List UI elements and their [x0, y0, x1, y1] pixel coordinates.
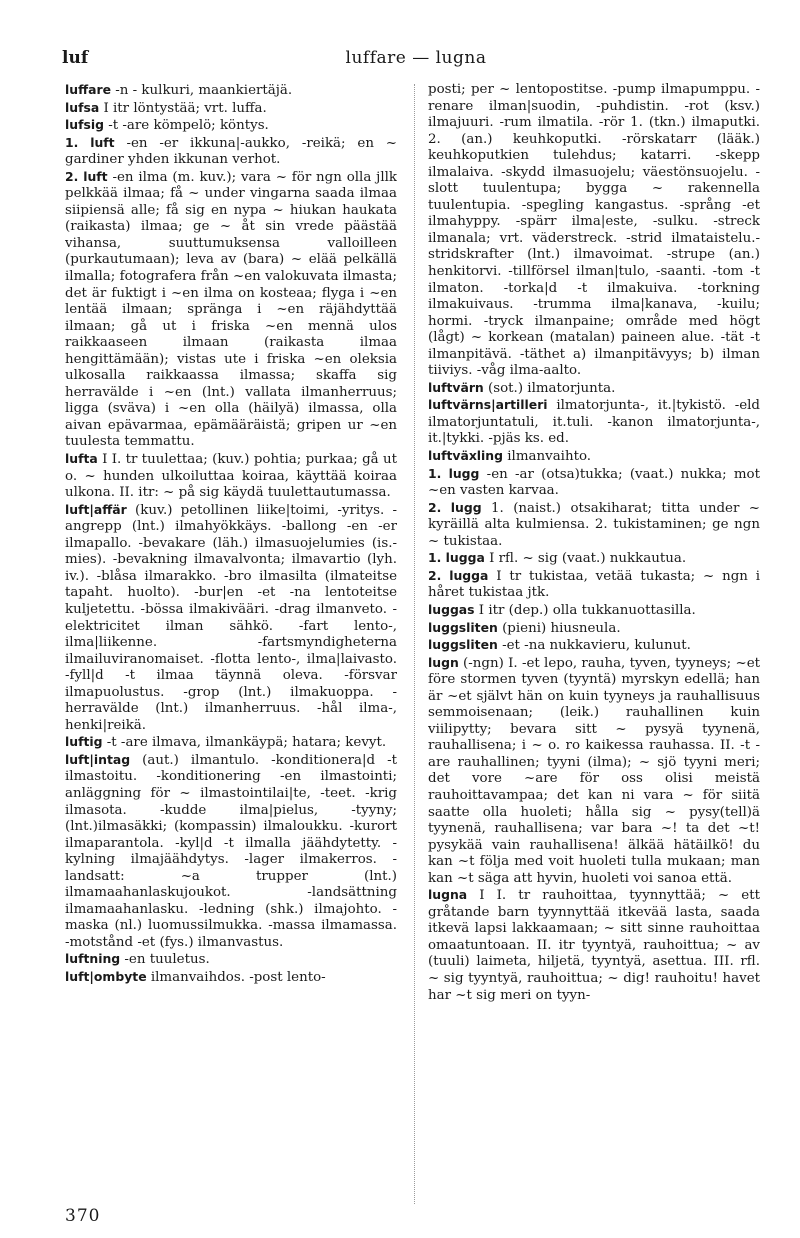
entry-headword: luftig [65, 734, 103, 750]
dictionary-entry [428, 380, 760, 398]
dictionary-entry [65, 752, 397, 952]
entry-definition: ilmanvaihdos. -post lento- [146, 969, 326, 985]
dictionary-entry [65, 169, 397, 451]
right-column [428, 82, 760, 1222]
entry-definition: (sot.) ilmatorjunta. [483, 380, 616, 396]
entry-headword: luft|ombyte [65, 968, 147, 984]
entry-definition: I rfl. ~ sig (vaat.) nukkautua. [484, 551, 687, 567]
entry-headword: luft|affär [65, 501, 127, 517]
entry-definition: I itr (dep.) olla tukkanuottasilla. [474, 602, 696, 618]
dictionary-entry [428, 637, 760, 655]
dictionary-entry [428, 448, 760, 466]
dictionary-entry [428, 466, 760, 500]
entry-definition: 1. (naist.) otsakiharat; titta under ~ kyräillä alta kulmiensa. 2. tukistaminen; ge ngn ~ tukistaa. [428, 500, 760, 549]
dictionary-entry [428, 397, 760, 448]
entry-definition: -n - kulkuri, maankiertäjä. [110, 83, 293, 98]
entry-definition: -en ilma (m. kuv.); vara ~ för ngn olla jllk pelkkää ilmaa; få ~ under vingarna saada ilmaa siipiensä alle; få sig en nypa ~ hiukan haukata (raikasta) ilmaa; ge ~ åt sin vrede päästää vihansa, suuttumuksensa valloilleen (purkautumaan); leva av (bara) ~ elää pelkällä ilmalla; fotografera från ~en valokuvata ilmasta; det är fuktigt i ~en ilma on kosteaa; flyga i ~en lentää ilmaan; spränga i ~en räjähdyttää ilmaan; gå ut i friska ~en mennä ulos raikkaaseen ilmaan (raikasta ilmaa hengittämään); vistas ute i friska ~en oleksia ulkosalla raikkaassa ilmassa; skaffa sig herravälde i ~en (lnt.) vallata ilmanherruus; ligga (sväva) i ~en olla (häilyä) ilmassa, olla aivan epävarmaa, epämääräistä; gripen ur ~en tuulesta temmattu. [65, 169, 397, 450]
entry-headword: luffare [65, 82, 111, 97]
entry-headword: luftväxling [428, 448, 503, 464]
entry-definition: ilmanvaihto. [503, 449, 592, 465]
entry-headword: 1. lugg [428, 465, 480, 481]
entry-definition: (-ngn) I. -et lepo, rauha, tyven, tyyneys; ~et före stormen tyven (tyyntä) myrskyn edellä; han är ~et självt hän on kuin tyyneys ja rauhallisuus semmoisenaan; (leik.) rauhallinen kuin viilipytty; bevara sitt ~ pysyä tyynenä, rauhallisena; i ~ o. ro kaikessa rauhassa. II. -t -are rauhallinen; tyyni (ilma); ~ sjö tyyni meri; det vore ~are för oss olisi meistä rauhoittavampaa; det kan ni vara ~ för siitä saatte olla huoleti; hålla sig ~ pysy(tell)ä tyynenä, rauhallisena; var bara ~! ta det ~t! pysykää vain rauhallisena! älkää hätäilkö! du kan ~t följa med voit huoleti tulla mukaan; man kan ~t säga att hyvin, huoleti voi sanoa että. [428, 655, 760, 886]
entry-definition: -t -are ilmava, ilmankäypä; hatara; kevyt. [102, 735, 387, 751]
entry-definition: (aut.) ilmantulo. -konditionera|d -t ilmastoitu. -konditionering -en ilmastointi; anläggning för ~ ilmastointilai|te, -teet. -krig ilmasota. -kudde ilma|pielus, -tyyny; (lnt.)ilmasäkki; (kompassin) ilmaloukku. -kurort ilmaparantola. -kyl|d -t ilmalla jäähdytetty. -kylning ilmajäähdytys. -lager ilmakerros. -landsatt: ~a trupper (lnt.) ilmamaahanlaskujoukot. -landsättning ilmamaahanlasku. -ledning (shk.) ilmajohto. -maska (nl.) luomussilmukka. -massa ilmamassa. -motstånd -et (fys.) ilmanvastus. [65, 752, 397, 950]
dictionary-entry [65, 451, 397, 502]
entry-definition: -en -er ikkuna|-aukko, -reikä; en ~ gardiner yhden ikkunan verhot. [65, 135, 397, 168]
dictionary-entry [65, 502, 397, 735]
entry-definition: -t -are kömpelö; köntys. [103, 118, 269, 134]
dictionary-entry [428, 568, 760, 602]
entry-headword: 2. lugg [428, 499, 482, 515]
dictionary-entry [428, 655, 760, 888]
dictionary-entry [65, 82, 397, 100]
entry-definition: -et -na nukkavieru, kulunut. [497, 638, 691, 654]
entry-headword: luftvärn [428, 379, 484, 395]
entry-definition: ilmatorjunta-, it.|tykistö. -eld ilmatorjuntatuli, it.tuli. -kanon ilmatorjunta-, it.|tykki. -pjäs ks. ed. [428, 398, 760, 447]
dictionary-entry [428, 887, 760, 1004]
entry-headword: lugn [428, 654, 459, 670]
entry-headword: 1. luft [65, 134, 115, 150]
entry-headword: luft|intag [65, 751, 131, 767]
dictionary-entry [428, 82, 760, 380]
dictionary-entry [428, 500, 760, 551]
dictionary-entry [428, 602, 760, 620]
dictionary-entry [65, 734, 397, 752]
entry-headword: 2. lugga [428, 567, 489, 583]
left-column [65, 82, 397, 1200]
entry-headword: lufsig [65, 117, 104, 133]
dictionary-entry [65, 951, 397, 969]
page-number: 370 [65, 1206, 101, 1226]
dictionary-entry [428, 550, 760, 568]
entry-headword: luggsliten [428, 637, 498, 653]
header-guide-word: luf [62, 48, 89, 68]
entry-definition: I I. tr rauhoittaa, tyynnyttää; ~ ett gråtande barn tyynnyttää itkevää lasta, saada itkevä lapsi lakkaamaan; ~ sitt sinne rauhoittaa omaatuntoaan. II. itr tyyntyä, rauhoittua; ~ av (tuuli) laimeta, hiljetä, tyyntyä, asettua. III. rfl. ~ sig tyyntyä, rauhoittua; ~ dig! rauhoitu! havet har ~t sig meri on tyyn- [428, 888, 760, 1003]
entry-definition: I tr tukistaa, vetää tukasta; ~ ngn i håret tukistaa jtk. [428, 568, 760, 601]
entry-definition: -en tuuletus. [120, 952, 210, 968]
dictionary-entry [65, 117, 397, 135]
entry-headword: lugna [428, 887, 468, 903]
entry-headword: luftning [65, 951, 121, 967]
entry-headword: luftvärns|artilleri [428, 397, 548, 413]
dictionary-entry [65, 969, 397, 987]
entry-definition: I I. tr tuulettaa; (kuv.) pohtia; purkaa; gå ut o. ~ hunden ulkoiluttaa koiraa, käyttää koiraa ulkona. II. itr: ~ på sig käydä tuulettautumassa. [65, 452, 397, 501]
entry-headword: luggsliten [428, 619, 498, 635]
dictionary-entry [428, 620, 760, 638]
entry-definition: (kuv.) petollinen liike|toimi, -yritys. -angrepp (lnt.) ilmahyökkäys. -ballong -en -er ilmapallo. -bevakare (läh.) ilmasuojelumies (is.-mies). -bevakning ilmavalvonta; ilmavartio (lyh. iv.). -blåsa ilmarakko. -bro ilmasilta (ilmateitse tapaht. huolto). -bur|en -et -na lentoteitse kuljetettu. -bössa ilmakivääri. -drag ilmanveto. -elektricitet ilman sähkö. -fart lento-, ilma|liikenne. -fartsmyndigheterna ilmailuviranomaiset. -flotta lento-, ilma|laivasto. -fyll|d -t ilmaa täynnä oleva. -försvar ilmapuolustus. -grop (lnt.) ilmakuoppa. -herravälde (lnt.) ilmanherruus. -hål ilma-, henki|reikä. [65, 502, 397, 733]
entry-definition: -en -ar (otsa)tukka; (vaat.) nukka; mot ~en vasten karvaa. [428, 466, 760, 499]
column-divider [414, 84, 415, 1204]
entry-headword: 1. lugga [428, 550, 485, 566]
entry-definition: (pieni) hiusneula. [497, 620, 621, 636]
entry-definition: I itr löntystää; vrt. luffa. [99, 100, 267, 116]
header-range: luffare — lugna [345, 48, 487, 68]
entry-headword: lufta [65, 451, 98, 467]
entry-headword: luggas [428, 601, 475, 617]
entry-definition: posti; per ~ lentopostitse. -pump ilmapumppu. -renare ilman|suodin, -puhdistin. -rot (ksv.) ilmajuuri. -rum ilmatila. -rör 1. (tkn.) ilmaputki. 2. (an.) keuhkoputki. -rörskatarr (lääk.) keuhkoputkien tulehdus; katarri. -skepp ilmalaiva. -skydd ilmasuojelu; väestönsuojelu. -slott tuulentupa; bygga ~ rakennella tuulentupia. -spegling kangastus. -språng -et ilmahyppy. -spärr ilma|este, -sulku. -streck ilmanala; vrt. väderstreck. -strid ilmataistelu.-stridskrafter (lnt.) ilmavoimat. -strupe (an.) henkitorvi. -tillförsel ilman|tulo, -saanti. -tom -t ilmaton. -torka|d -t ilmakuiva. -torkning ilmakuivaus. -trumma ilma|kanava, -kuilu; hormi. -tryck ilmanpaine; område med högt (lågt) ~ korkean (matalan) paineen alue. -tät -t ilmanpitävä. -täthet a) ilmanpitävyys; b) ilman tiiviys. -våg ilma-aalto. [428, 82, 760, 379]
entry-headword: lufsa [65, 99, 100, 115]
dictionary-entry [65, 135, 397, 169]
dictionary-entry [65, 100, 397, 118]
running-header [62, 48, 770, 72]
entry-headword: 2. luft [65, 168, 108, 184]
